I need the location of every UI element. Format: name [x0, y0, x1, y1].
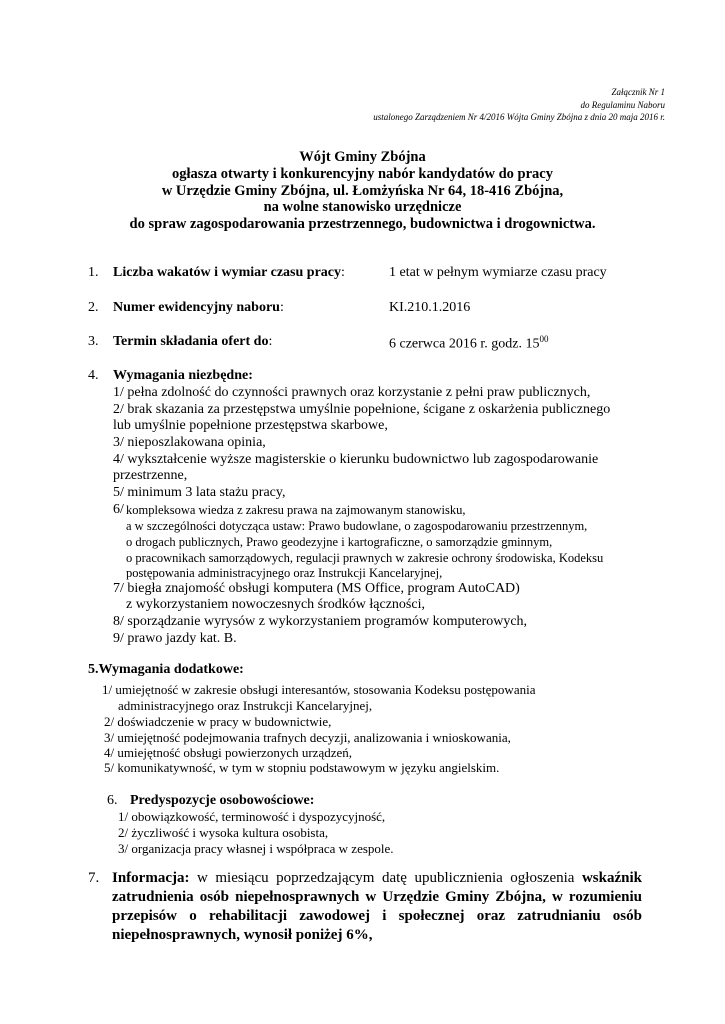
section-5-line-1b: administracyjnego oraz Instrukcji Kancelaryjnej,: [118, 698, 373, 713]
section-5-title: 5.Wymagania dodatkowe:: [88, 662, 244, 677]
section-5-line-3: 3/ umiejętność podejmowania trafnych decyzji, analizowania i wnioskowania,: [104, 730, 511, 745]
item-3-value-text: 6 czerwca 2016 r. godz. 15: [389, 336, 540, 352]
section-6-line-1: 1/ obowiązkowość, terminowość i dyspozycyjność,: [118, 809, 386, 824]
section-6-line-3: 3/ organizacja pracy własnej i współpraca w zespole.: [118, 841, 394, 856]
item-1-number: 1.: [88, 265, 99, 280]
section-6-title: Predyspozycje osobowościowe:: [130, 793, 315, 808]
header-line-3: w Urzędzie Gminy Zbójna, ul. Łomżyńska Nr 64, 18-416 Zbójna,: [161, 183, 564, 199]
item-3-value-sup: 00: [539, 334, 549, 344]
header-line-5: do spraw zagospodarowania przestrzennego, budownictwa i drogownictwa.: [129, 216, 596, 232]
item-3-colon: :: [268, 334, 273, 349]
section-4-line-6a: kompleksowa wiedza z zakresu prawa na zajmowanym stanowisku,: [126, 503, 466, 517]
section-6-line-2: 2/ życzliwość i wysoka kultura osobista,: [118, 825, 329, 840]
section-4-line-4b: przestrzenne,: [113, 468, 188, 483]
section-4-number: 4.: [88, 368, 99, 383]
item-1-colon: :: [341, 265, 345, 280]
section-4-line-7b: z wykorzystaniem nowoczesnych środków łączności,: [126, 597, 425, 612]
section-5-line-1a: 1/ umiejętność w zakresie obsługi interesantów, stosowania Kodeksu postępowania: [102, 682, 536, 697]
section-7-number: 7.: [88, 870, 100, 886]
item-3-number: 3.: [88, 334, 99, 349]
item-2-label-text: Numer ewidencyjny naboru: [113, 300, 280, 315]
section-7-line-2: zatrudnienia osób niepełnosprawnych w Urzędzie Gminy Zbójna, w rozumieniu: [112, 889, 642, 905]
section-4-line-2a: 2/ brak skazania za przestępstwa umyślnie popełnione, ścigane z oskarżenia publicznego: [113, 402, 611, 417]
annex-line-2: do Regulaminu Naboru: [580, 100, 665, 110]
section-4-line-1: 1/ pełna zdolność do czynności prawnych oraz korzystanie z pełni praw publicznych,: [113, 385, 591, 400]
section-5-line-5: 5/ komunikatywność, w tym w stopniu podstawowym w języku angielskim.: [104, 760, 500, 775]
section-5-line-2: 2/ doświadczenie w pracy w budownictwie,: [104, 714, 332, 729]
section-4-line-6-number: 6/: [113, 502, 124, 517]
section-7-line-3: przepisów o rehabilitacji zawodowej i społecznej oraz zatrudnianiu osób: [112, 908, 642, 924]
item-2-value: KI.210.1.2016: [389, 300, 471, 315]
section-7-line-1: [112, 870, 642, 887]
item-3-label-text: Termin składania ofert do: [113, 334, 269, 349]
section-7-line-4: niepełnosprawnych, wynosił poniżej 6%,: [112, 927, 373, 943]
section-5-line-4: 4/ umiejętność obsługi powierzonych urządzeń,: [104, 745, 353, 760]
section-4-line-6b: a w szczególności dotycząca ustaw: Prawo budowlane, o zagospodarowaniu przestrzennym,: [126, 519, 588, 533]
section-4-line-9: 9/ prawo jazdy kat. B.: [113, 631, 237, 646]
section-4-line-2b: lub umyślnie popełnione przestępstwa skarbowe,: [113, 418, 388, 433]
header-line-1: Wójt Gminy Zbójna: [299, 149, 426, 165]
section-4-line-5: 5/ minimum 3 lata stażu pracy,: [113, 485, 286, 500]
header-line-4: na wolne stanowisko urzędnicze: [263, 199, 462, 215]
section-7-line-1-plain: w miesiącu poprzedzającym datę upublicznienia ogłoszenia: [189, 870, 582, 886]
item-1-value: 1 etat w pełnym wymiarze czasu pracy: [389, 265, 607, 280]
item-1-label-text: Liczba wakatów i wymiar czasu pracy: [113, 265, 341, 280]
section-4-line-7a: 7/ biegła znajomość obsługi komputera (MS Office, program AutoCAD): [113, 581, 520, 596]
item-2-colon: :: [279, 300, 284, 315]
item-1-label: [113, 265, 345, 281]
annex-line-3: ustalonego Zarządzeniem Nr 4/2016 Wójta Gminy Zbójna z dnia 20 maja 2016 r.: [373, 112, 665, 122]
annex-line-1: Załącznik Nr 1: [611, 87, 665, 97]
item-3-label: [113, 334, 272, 350]
section-4-line-6d: o pracownikach samorządowych, regulacji prawnych w zakresie ochrony środowiska, Kodeksu: [126, 551, 604, 565]
item-2-label: [113, 300, 284, 316]
section-7-line-1-bold: wskaźnik: [581, 870, 642, 886]
section-4-line-3: 3/ nieposzlakowana opinia,: [113, 435, 266, 450]
section-4-line-6c: o drogach publicznych, Prawo geodezyjne i kartograficzne, o samorządzie gminnym,: [126, 535, 553, 549]
header-line-2: ogłasza otwarty i konkurencyjny nabór kandydatów do pracy: [172, 166, 553, 182]
section-4-line-4a: 4/ wykształcenie wyższe magisterskie o kierunku budownictwo lub zagospodarowanie: [113, 452, 599, 467]
section-4-line-6e: postępowania administracyjnego oraz Instrukcji Kancelaryjnej,: [126, 566, 443, 580]
item-2-number: 2.: [88, 300, 99, 315]
section-7-title: Informacja:: [112, 870, 190, 886]
section-4-title: Wymagania niezbędne:: [113, 368, 253, 383]
item-3-value: [389, 334, 548, 353]
section-4-line-8: 8/ sporządzanie wyrysów z wykorzystaniem programów komputerowych,: [113, 614, 528, 629]
section-6-number: 6.: [107, 793, 118, 808]
